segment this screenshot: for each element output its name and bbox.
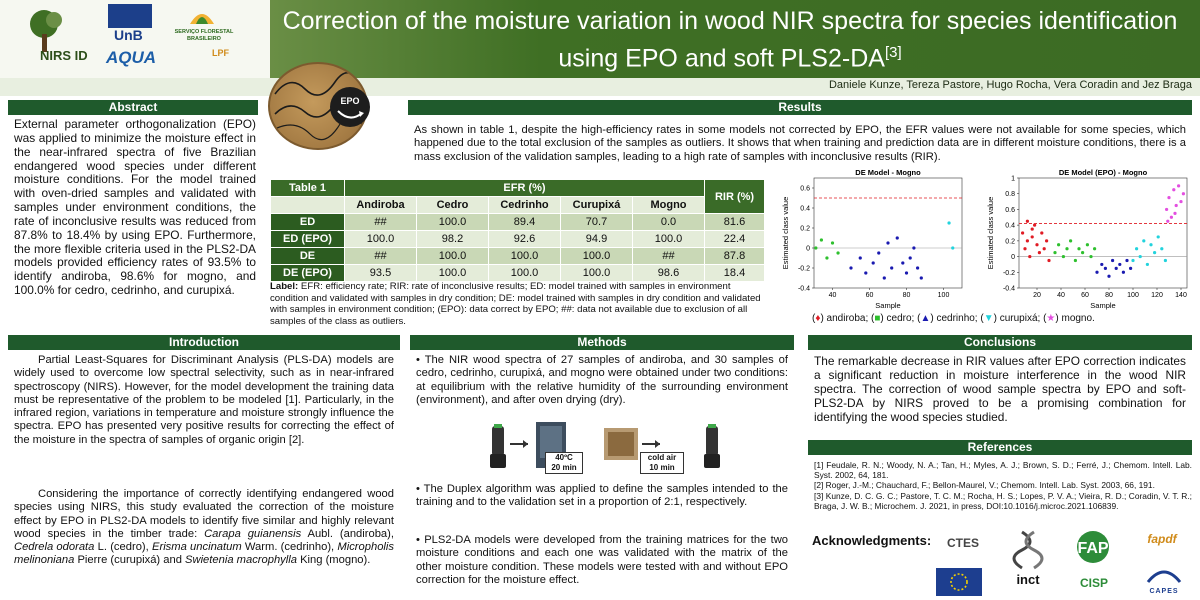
unb-logo-text: UnB: [114, 27, 143, 43]
data-point: [1035, 243, 1038, 246]
cisp-logo: CISP: [1079, 576, 1108, 590]
title-line-1: Correction of the moisture variation in wood NIR spectra for species identification: [282, 7, 1178, 35]
aqua-logo-text: AQUA: [106, 48, 157, 67]
x-axis-label: Sample: [875, 301, 901, 310]
data-point: [1043, 247, 1046, 250]
data-point: [916, 266, 919, 269]
data-point: [1146, 263, 1149, 266]
table-row: [271, 265, 765, 282]
plot-frame: [1019, 178, 1187, 288]
references-list: [814, 460, 1192, 511]
introduction-heading: Introduction: [8, 335, 400, 350]
inct-logo: [1008, 530, 1048, 592]
row-label: ED (EPO): [271, 231, 345, 248]
table-cell: 98.6: [633, 265, 705, 282]
oven-label: [545, 452, 583, 474]
table-cell: 100.0: [417, 214, 489, 231]
p2-text: Pierre (curupixá) and: [74, 554, 186, 567]
results-text: As shown in table 1, despite the high-efficiency rates in some models not corrected by EPO, the EFR values were not available for some species, which happened due to the total exclusion of the samples as outliers. It shows that when training and prediction data are in different moisture conditions, there is a mass exclusion of the validation samples, leading to a high rate of samples with inconclusive results (RIR).: [414, 124, 1186, 163]
data-point: [912, 246, 915, 249]
table-cell: 98.2: [417, 231, 489, 248]
capes-logo-text: CAPES: [1149, 588, 1179, 595]
author-list: Daniele Kunze, Tereza Pastore, Hugo Rocha, Vera Coradin and Jez Braga: [828, 79, 1192, 91]
data-point: [947, 221, 950, 224]
data-point: [849, 266, 852, 269]
plot-frame: [814, 178, 962, 288]
label-text: EFR: efficiency rate; RIR: rate of inconclusive results; ED: model trained with samples in environment condition and validated with samples in dry condition; DE: model trained with samples in dry condition and validated with samples in environment condition; (EPO): data correct by EPO; ##: data not available due to exclusion of all samples of the class as outliers.: [270, 281, 761, 327]
data-point: [831, 241, 834, 244]
table-row: [271, 231, 765, 248]
table-cell: 70.7: [561, 214, 633, 231]
table-cell: 94.9: [561, 231, 633, 248]
inct-logo-text: inct: [1016, 572, 1040, 587]
table-cell: ##: [345, 214, 417, 231]
cedrinho-marker-icon: ▲: [920, 313, 931, 324]
curved-arrow-icon: [330, 109, 370, 123]
de-epo-model-chart: [985, 166, 1195, 310]
data-point: [1053, 251, 1056, 254]
title-line-2-text: using EPO and soft PLS2-DA: [558, 44, 885, 73]
data-point: [1107, 275, 1110, 278]
species-name: Erisma uncinatum: [152, 541, 242, 554]
legend-text: ) andiroba; (: [820, 313, 875, 324]
data-point: [1173, 212, 1176, 215]
table-row: [271, 214, 765, 231]
data-point: [1165, 208, 1168, 211]
table-cell: ##: [633, 248, 705, 265]
data-point: [909, 256, 912, 259]
data-point: [825, 256, 828, 259]
data-point: [1028, 255, 1031, 258]
x-tick-label: 40: [1057, 292, 1065, 299]
data-point: [1062, 255, 1065, 258]
data-point: [1074, 259, 1077, 262]
epo-badge: [330, 87, 370, 127]
x-tick-label: 80: [1105, 292, 1113, 299]
table-cell: 100.0: [561, 265, 633, 282]
leaf-icon: [186, 4, 218, 28]
data-point: [920, 276, 923, 279]
data-point: [1170, 216, 1173, 219]
x-tick-label: 60: [865, 292, 874, 299]
species-header: Cedro: [417, 197, 489, 214]
reference-item: [3] Kunze, D. C. G. C.; Pastore, T. C. M.; Rocha, H. S.; Lopes, P. V. A.; Vieira, R. D.; Coradin, V. T. R.; Braga, J. W. B.; Microchem. J. 2021, in press, DOI:10.1016/j.microc.2021.106839.: [814, 490, 1192, 511]
nir-device-icon: [488, 420, 728, 476]
species-header: Andiroba: [345, 197, 417, 214]
table-row: [271, 248, 765, 265]
results-heading: Results: [408, 100, 1192, 115]
rir-cell: 18.4: [705, 265, 765, 282]
y-axis-label: Estimated class value: [986, 196, 995, 270]
title-line-2: [260, 37, 1200, 74]
rir-cell: 22.4: [705, 231, 765, 248]
title-reference: [3]: [884, 44, 902, 61]
y-tick-label: 0.2: [1005, 238, 1015, 246]
y-tick-label: 0: [1011, 254, 1015, 262]
methods-diagram: [488, 420, 728, 476]
data-point: [1139, 255, 1142, 258]
table-cell: 92.6: [489, 231, 561, 248]
table-cell: 100.0: [345, 231, 417, 248]
species-name: Micropholis melinoniana: [14, 541, 394, 567]
species-header: Curupixá: [561, 197, 633, 214]
data-point: [1086, 243, 1089, 246]
data-point: [1122, 271, 1125, 274]
capes-emblem-icon: [1144, 562, 1184, 586]
poster-title: [260, 6, 1200, 74]
table-cell: 100.0: [417, 265, 489, 282]
y-tick-label: 0.4: [1005, 222, 1015, 230]
methods-bullet-1: • The NIR wood spectra of 27 samples of andiroba, and 30 samples of cedro, cedrinho, curupixá, and mogno were obtained under two conditions: at equilibrium with the relative humidity of the surrounding environment (environment), and after oven drying (dry).: [416, 354, 788, 406]
unb-logo: [108, 4, 152, 28]
lpf-logo-text: LPF: [212, 48, 229, 58]
data-point: [890, 266, 893, 269]
introduction-p1: Partial Least-Squares for Discriminant Analysis (PLS-DA) models are widely used to overcome low spectral selectivity, such as in near-infrared spectroscopy (NIRS). However, for the model development the training data must be representative of the problem to be modeled [1]. Particularly, in the infrared region, variations in temperature and moisture strongly influence the spectra. EPO has presented very positive results for correcting the effect of the moisture in the spectra of samples of organic origin [2].: [14, 354, 394, 446]
data-point: [814, 246, 817, 249]
y-axis-label: Estimated class value: [781, 196, 790, 270]
introduction-p2: [14, 488, 394, 568]
data-point: [1040, 231, 1043, 234]
y-tick-label: 0.8: [1005, 191, 1015, 199]
data-point: [1129, 267, 1132, 270]
p2-text: Considering the importance of correctly identifying endangered wood species using NIRS, this study evaluated the correction of the moisture effect by EPO in PLS2-DA models to identify five similar and highly relevant wood species in the timber trade:: [14, 488, 394, 540]
x-tick-label: 20: [1033, 292, 1041, 299]
data-point: [1111, 259, 1114, 262]
data-point: [864, 271, 867, 274]
data-point: [1149, 243, 1152, 246]
data-point: [1153, 251, 1156, 254]
data-point: [1172, 188, 1175, 191]
rir-header: RIR (%): [705, 180, 765, 214]
x-tick-label: 120: [1151, 292, 1163, 299]
data-point: [1031, 235, 1034, 238]
fap-logo: [1076, 530, 1110, 564]
stars-icon: [936, 568, 982, 596]
table-corner: [271, 197, 345, 214]
data-point: [1038, 251, 1041, 254]
data-point: [1157, 235, 1160, 238]
efr-header: EFR (%): [345, 180, 705, 197]
table-cell: 100.0: [489, 265, 561, 282]
methods-bullet-2: • The Duplex algorithm was applied to define the samples intended to the training and to the validation set in a proportion of 2:1, respectively.: [416, 483, 788, 509]
oven-temp: 40ºC: [555, 453, 573, 462]
legend-text: ) mogno.: [1055, 313, 1095, 324]
y-tick-label: -0.4: [1002, 285, 1015, 293]
data-point: [1033, 224, 1036, 227]
y-tick-label: 0.6: [800, 185, 810, 193]
legend-text: (: [812, 313, 816, 324]
logo-strip: [0, 0, 270, 78]
table-caption: Table 1: [271, 180, 345, 197]
methods-bullet-3: • PLS2-DA models were developed from the training matrices for the two moisture conditions and each one was validated with the matrix of the other moisture condition. These models were tested with and without EPO correction for the moisture effect.: [416, 534, 788, 586]
row-label: DE: [271, 248, 345, 265]
data-point: [1021, 231, 1024, 234]
data-point: [901, 261, 904, 264]
legend-text: ) cedro; (: [880, 313, 921, 324]
x-tick-label: 40: [828, 292, 837, 299]
cedro-marker-icon: ■: [874, 313, 881, 324]
data-point: [1065, 247, 1068, 250]
data-point: [1081, 251, 1084, 254]
y-tick-label: 0.4: [800, 205, 810, 213]
acknowledgments-heading: Acknowledgments:: [812, 533, 932, 548]
abstract-heading: Abstract: [8, 100, 258, 115]
x-tick-label: 100: [1127, 292, 1139, 299]
y-tick-label: 0: [806, 245, 810, 253]
data-point: [1095, 271, 1098, 274]
x-axis-label: Sample: [1090, 301, 1116, 310]
table-cell: 0.0: [633, 214, 705, 231]
y-tick-label: -0.4: [797, 285, 810, 293]
methods-heading: Methods: [410, 335, 794, 350]
data-point: [859, 256, 862, 259]
data-point: [1069, 239, 1072, 242]
data-point: [1047, 259, 1050, 262]
sfb-logo-text: SERVIÇO FLORESTAL BRASILEIRO: [174, 29, 234, 42]
results-table: [270, 179, 765, 282]
data-point: [1026, 220, 1029, 223]
data-point: [1182, 192, 1185, 195]
sfb-logo: [186, 4, 218, 28]
legend-text: ) cedrinho; (: [930, 313, 984, 324]
p2-text: L. (cedro),: [94, 541, 152, 554]
mogno-marker-icon: ★: [1046, 313, 1056, 324]
data-point: [1057, 243, 1060, 246]
table-cell: 100.0: [489, 248, 561, 265]
table-cell: 100.0: [417, 248, 489, 265]
ctes-logo: CTES: [946, 536, 979, 550]
table-cell: 100.0: [633, 231, 705, 248]
cold-air-text: cold air: [647, 453, 677, 462]
species-header: Cedrinho: [489, 197, 561, 214]
abstract-text: External parameter orthogonalization (EPO) was applied to minimize the moisture effect in the near-infrared spectra of five Brazilian endangered wood species under different moisture conditions. For the model trained with oven-dried samples and validated with samples under environment conditions, the rate of inconclusive results was reduced from 87.8% to 18.4% by using EPO. Furthermore, the more flexible criteria used in the PLS2-DA models provided efficiency rates of 93.5% to identify andiroba, 98.6% for mogno, and 100.0% for cedro, cedrinho, and curupixá.: [14, 117, 256, 298]
species-name: Swietenia macrophylla: [185, 554, 297, 567]
data-point: [1031, 227, 1034, 230]
data-point: [1135, 247, 1138, 250]
data-point: [896, 236, 899, 239]
y-tick-label: 0.6: [1005, 206, 1015, 214]
data-point: [886, 241, 889, 244]
data-point: [883, 276, 886, 279]
p2-text: Aubl. (andiroba),: [301, 527, 394, 540]
andiroba-marker-icon: ♦: [815, 313, 821, 324]
table-cell: 89.4: [489, 214, 561, 231]
x-tick-label: 140: [1175, 292, 1187, 299]
data-point: [1026, 239, 1029, 242]
species-name: Carapa guianensis: [204, 527, 302, 540]
epo-badge-text: EPO: [340, 96, 360, 106]
species-name: Cedrela odorata: [14, 541, 95, 554]
data-point: [951, 246, 954, 249]
legend-text: ) curupixá; (: [993, 313, 1047, 324]
chart-legend: [812, 313, 1095, 324]
eu-flag-logo: [936, 568, 982, 596]
data-point: [1167, 196, 1170, 199]
x-tick-label: 80: [902, 292, 911, 299]
reference-item: [2] Roger, J.-M.; Chauchard, F.; Bellon-Maurel, V.; Chemom. Intell. Lab. Syst. 2003, 66, 191.: [814, 480, 1155, 491]
data-point: [1175, 204, 1178, 207]
data-point: [1166, 220, 1169, 223]
cold-air-label: [640, 452, 684, 474]
label-bold: Label:: [270, 281, 299, 292]
data-point: [1131, 259, 1134, 262]
data-point: [1077, 247, 1080, 250]
y-tick-label: 0.2: [800, 225, 810, 233]
data-point: [1125, 259, 1128, 262]
table-cell: 93.5: [345, 265, 417, 282]
data-point: [1093, 247, 1096, 250]
data-point: [1115, 267, 1118, 270]
data-point: [1104, 267, 1107, 270]
x-tick-label: 100: [937, 292, 950, 299]
data-point: [1177, 184, 1180, 187]
nirs-logo-text: NIRS ID: [40, 48, 88, 63]
capes-logo: [1144, 562, 1184, 598]
conclusions-heading: Conclusions: [808, 335, 1192, 350]
data-point: [877, 251, 880, 254]
chart-title: DE Model - Mogno: [855, 168, 921, 177]
data-point: [1118, 263, 1121, 266]
data-point: [820, 238, 823, 241]
data-point: [1142, 239, 1145, 242]
table-label: [270, 281, 766, 327]
reference-item: [1] Feudale, R. N.; Woody, N. A.; Tan, H.; Myles, A. J.; Brown, S. D.; Ferré, J.; Chemom. Intell. Lab. Syst. 2002, 64, 181.: [814, 460, 1192, 481]
row-label: ED: [271, 214, 345, 231]
curupixa-marker-icon: ▼: [983, 313, 994, 324]
references-heading: References: [808, 440, 1192, 455]
data-point: [905, 271, 908, 274]
data-point: [1160, 247, 1163, 250]
rir-cell: 81.6: [705, 214, 765, 231]
fapdf-logo: fapdf: [1147, 532, 1177, 546]
fap-leaf-icon: [1076, 530, 1110, 564]
data-point: [1179, 200, 1182, 203]
fap-logo-text: FAP: [1077, 540, 1109, 557]
dna-icon: [1008, 530, 1048, 570]
rir-cell: 87.8: [705, 248, 765, 265]
data-point: [1023, 247, 1026, 250]
p2-text: King (mogno).: [296, 554, 371, 567]
table-cell: ##: [345, 248, 417, 265]
species-header: Mogno: [633, 197, 705, 214]
data-point: [1100, 263, 1103, 266]
y-tick-label: -0.2: [797, 265, 810, 273]
data-point: [1089, 255, 1092, 258]
oven-time: 20 min: [551, 463, 577, 472]
data-point: [836, 251, 839, 254]
chart-title: DE Model (EPO) - Mogno: [1058, 168, 1148, 177]
conclusions-text: The remarkable decrease in RIR values after EPO correction indicates a significant reduction in moisture interference in the wood NIR spectra. The correction of wood sample spectra by EPO and soft-PLS2-DA by NIRS proved to be a promising combination for identifying the wood species studied.: [814, 354, 1186, 424]
data-point: [872, 261, 875, 264]
y-tick-label: 1: [1011, 175, 1015, 183]
de-model-chart: [780, 166, 970, 310]
p2-text: Warm. (cedrinho),: [241, 541, 338, 554]
cold-air-time: 10 min: [649, 463, 675, 472]
data-point: [1045, 239, 1048, 242]
row-label: DE (EPO): [271, 265, 345, 282]
y-tick-label: -0.2: [1002, 269, 1015, 277]
table-cell: 100.0: [561, 248, 633, 265]
data-point: [1164, 259, 1167, 262]
x-tick-label: 60: [1081, 292, 1089, 299]
